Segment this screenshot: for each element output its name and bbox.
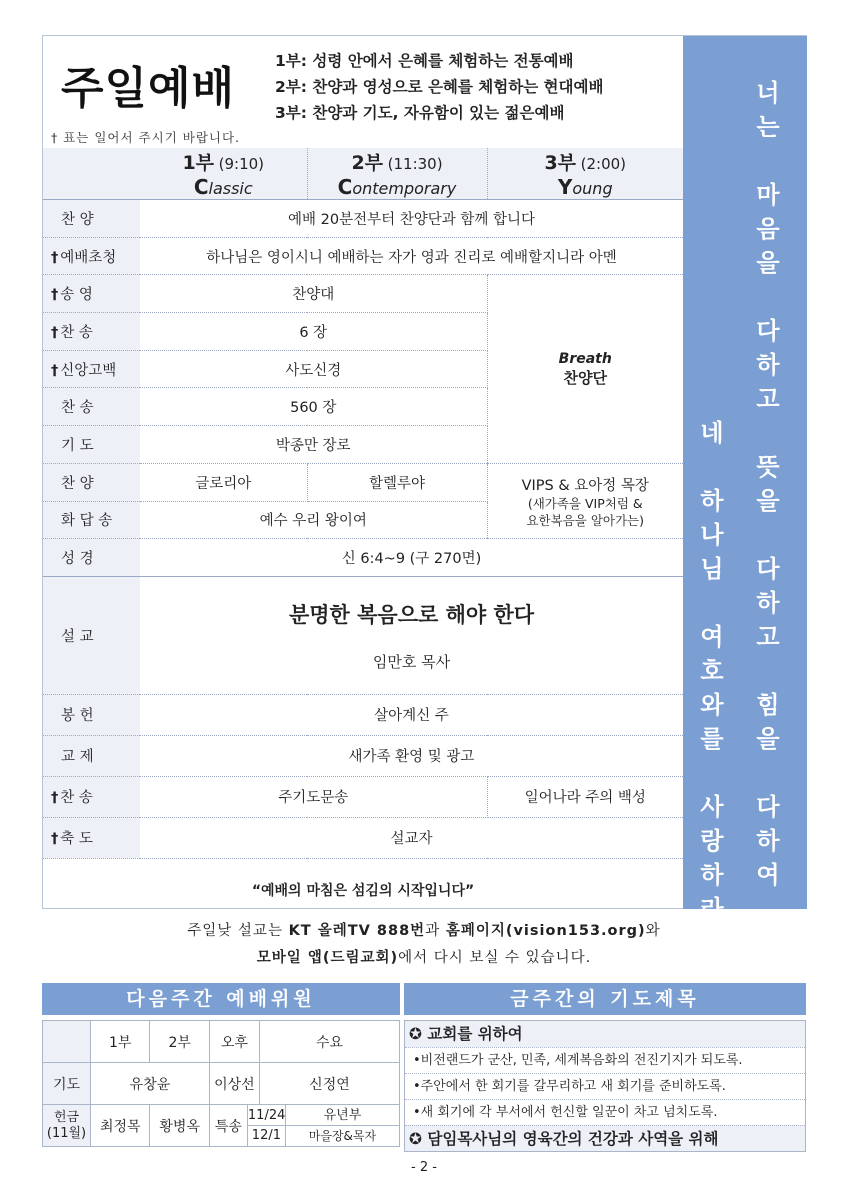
sermon-preacher: 임만호 목사 [372,652,451,671]
sidebar-char [753,144,783,178]
sidebar-char [697,314,727,348]
sidebar-char [697,212,727,246]
order-row: 화 답 송 예수 우리 왕이여 [43,501,683,539]
order-row: † 찬 송 주기도문송 일어나라 주의 백성 [43,776,683,817]
staff-header: 다음주간 예배위원 [42,983,400,1015]
page-number: - 2 - [411,1160,437,1175]
sidebar-char: 네 [700,419,724,447]
order-row: † 신앙고백 사도신경 [43,350,683,388]
sidebar-char: 힘 [756,691,780,719]
sidebar-char: 다 [756,793,780,821]
sidebar-char: 하 [756,589,780,617]
sidebar-char: 랑 [700,827,724,855]
sidebar-char [697,348,727,382]
sermon-row: 설 교 분명한 복음으로 해야 한다 임만호 목사 [43,576,683,694]
staff-pray-row: 기도 유창윤 이상선 신정연 [43,1063,400,1105]
sidebar-char: 고 [756,385,780,413]
sidebar-char [697,586,727,620]
prayer-list [404,1020,806,1152]
staff-head-row: 1부 2부 오후 수요 [43,1021,400,1063]
sidebar-char [753,756,783,790]
prayer-heading-church: ✪ 교회를 위하여 [405,1021,805,1047]
sidebar-char: 다 [756,317,780,345]
sidebar-char: 음 [756,215,780,243]
prayer-heading-pastor: ✪ 담임목사님의 영육간의 건강과 사역을 위해 [405,1125,805,1151]
sidebar-char: 는 [756,113,780,141]
staff-table [42,1020,400,1147]
list-item: •새 회기에 각 부서에서 헌신할 일꾼이 차고 넘치도록. [405,1099,805,1125]
choir-cell: Breath 찬양단 [487,275,683,463]
sidebar-char [697,450,727,484]
sidebar-char: ! [706,929,718,957]
sidebar-char [697,76,727,110]
service-3: 3부: 찬양과 기도, 자유함이 있는 젊은예배 [275,104,565,122]
staff-offer-row: 헌금 (11월) 최정목 황병옥 특송 11/24 유년부 12/1 마을장&목자 [43,1105,400,1147]
sidebar-char: 호 [700,657,724,685]
sidebar-char: 하 [700,487,724,515]
page-title: 주일예배 [61,63,236,114]
worship-order-table [43,148,683,920]
service-2: 2부: 찬양과 영성으로 은혜를 체험하는 현대예배 [275,78,604,96]
sidebar-col-left [697,76,727,960]
sidebar-char: 다 [756,555,780,583]
broadcast-notice: 주일낮 설교는 KT 올레TV 888번과 홈페이지(vision153.org)와 모바일 앱(드림교회)에서 다시 보실 수 있습니다. [187,923,661,966]
worship-header [43,36,683,148]
sidebar-char: 님 [700,555,724,583]
sidebar-char: 와 [700,691,724,719]
column-2: 2부 (11:30) Contemporary [307,148,487,200]
vips-cell: VIPS & 요아정 목장 (새가족을 VIP처럼 & 요한복음을 알아가는) [487,463,683,538]
service-1: 1부: 성령 안에서 은혜를 체험하는 전통예배 [275,52,574,70]
order-row: 찬 양 예배 20분전부터 찬양단과 함께 합니다 [43,200,683,238]
order-row: † 예배초청 하나님은 영이시니 예배하는 자가 영과 진리로 예배할지니라 아멘 [43,237,683,275]
sidebar-char [753,518,783,552]
order-row: 성 경 신 6:4~9 (구 270면) [43,539,683,577]
standing-note: † 표는 일어서 주시기 바랍니다. [51,130,241,145]
sidebar-char: 을 [756,249,780,277]
order-row: 찬 양 글로리아 할렐루야 VIPS & 요아정 목장 (새가족을 VIP처럼 & 요한복음을 알아가는) [43,463,683,501]
sidebar-char: 고 [756,623,780,651]
sidebar-char: 나 [700,521,724,549]
order-row: † 축 도 설교자 [43,817,683,858]
prayer-header: 금주간의 기도제목 [404,983,806,1015]
closing-text: “예배의 마침은 섬김의 시작입니다” [251,882,475,899]
order-row: 기 도 박종만 장로 [43,426,683,464]
column-1: 1부 (9:10) Classic [140,148,307,200]
column-3: 3부 (2:00) Young [487,148,683,200]
sidebar-char: 여 [756,861,780,889]
order-row: 찬 송 560 장 [43,388,683,426]
list-item: •주안에서 한 회기를 갈무리하고 새 회기를 준비하도록. [405,1073,805,1099]
sidebar-char: 을 [756,725,780,753]
sidebar-char [697,280,727,314]
sidebar-char: 마 [756,181,780,209]
sidebar-char [697,110,727,144]
sidebar-char [697,178,727,212]
sidebar-char: 뜻 [756,453,780,481]
sidebar-char: 사 [700,793,724,821]
sidebar-char: 하 [756,827,780,855]
sidebar-char: 너 [756,79,780,107]
order-row: 봉 헌 살아계신 주 [43,694,683,735]
closing-row [43,858,683,920]
header-empty [43,148,140,200]
sidebar-char [697,756,727,790]
scripture-sidebar [683,36,807,957]
sidebar-col-right [753,76,783,892]
sidebar-char [697,382,727,416]
sidebar-char [753,654,783,688]
order-row: † 송 영 찬양대 Breath 찬양단 [43,275,683,313]
sidebar-char: 여 [700,623,724,651]
sidebar-char: 하 [700,861,724,889]
service-list [275,48,603,126]
sidebar-char: 하 [756,351,780,379]
sermon-title: 분명한 복음으로 해야 한다 [288,602,535,627]
sidebar-char [753,416,783,450]
sidebar-char: 를 [700,725,724,753]
sidebar-char [697,144,727,178]
order-row: † 찬 송 6 장 [43,313,683,351]
sidebar-char [753,280,783,314]
sidebar-char [697,246,727,280]
sidebar-char: 라 [700,895,724,923]
sidebar-char: 을 [756,487,780,515]
order-row: 교 제 새가족 환영 및 광고 [43,735,683,776]
service-columns-header [43,148,683,200]
list-item: •비전랜드가 군산, 민족, 세계복음화의 전진기지가 되도록. [405,1047,805,1073]
